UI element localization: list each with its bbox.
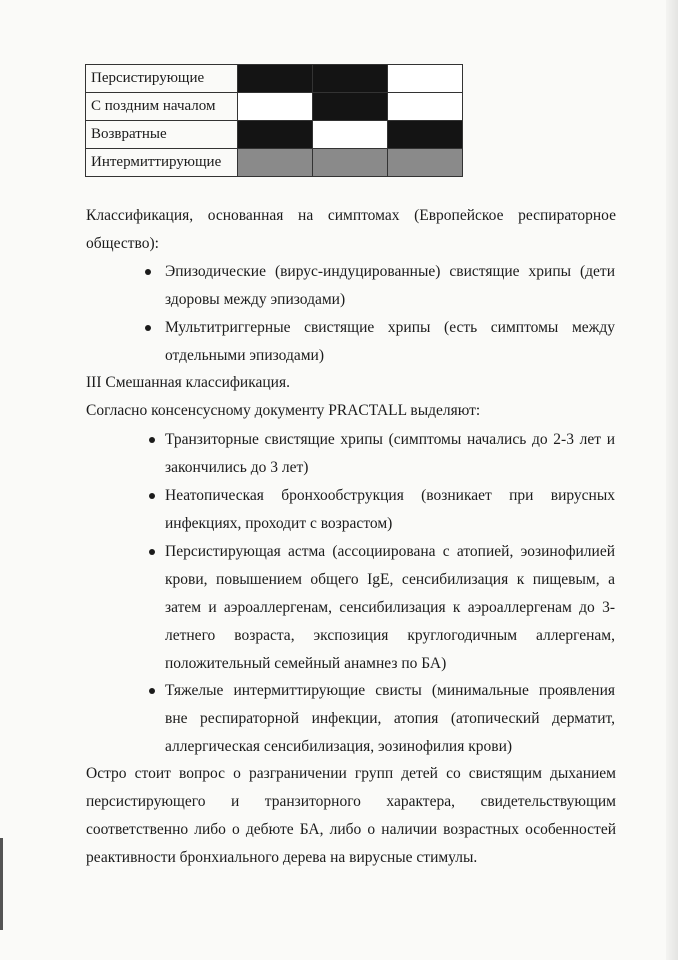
table-cell <box>313 93 388 121</box>
bullet-icon <box>145 325 151 331</box>
table-cell <box>313 121 388 149</box>
list-item-line: летнего возраста, экспозиция круглогодичным аллергенам, <box>165 627 615 644</box>
paragraph-line: Согласно консенсусному документу PRACTALL выделяют: <box>86 402 481 419</box>
section2-heading <box>86 369 616 397</box>
list-item-line: Мультитриггерные свистящие хрипы (есть симптомы между <box>165 319 615 336</box>
bullet-icon <box>145 269 151 275</box>
list-item-line: вне респираторной инфекции, атопия (атопический дерматит, <box>165 710 615 727</box>
table-cell <box>313 149 388 177</box>
scan-margin-mark <box>0 838 3 930</box>
list-item-line: Тяжелые интермиттирующие свисты (минимальные проявления <box>165 682 615 699</box>
table-cell <box>388 121 463 149</box>
row-label: Персистирующие <box>86 65 238 93</box>
list-item-line: отдельными эпизодами) <box>165 347 324 364</box>
list-item-line: Эпизодические (вирус-индуцированные) свистящие хрипы (дети <box>165 263 615 280</box>
heading-line: III Смешанная классификация. <box>86 374 290 391</box>
bullet-icon <box>149 688 155 694</box>
paragraph-line: Классификация, основанная на симптомах (Европейское респираторное <box>86 207 616 224</box>
table-cell <box>238 65 313 93</box>
row-label: Интермиттирующие <box>86 149 238 177</box>
table-cell <box>388 65 463 93</box>
paragraph-line: общество): <box>86 235 159 252</box>
table-cell <box>388 93 463 121</box>
paragraph-line: соответственно либо о дебюте БА, либо о наличии возрастных особенностей <box>86 821 616 838</box>
paragraph-line: персистирующего и транзиторного характера, свидетельствующим <box>86 793 616 810</box>
bullet-icon <box>149 437 155 443</box>
paragraph-line: Остро стоит вопрос о разграничении групп детей со свистящим дыханием <box>86 765 616 782</box>
row-label: Возвратные <box>86 121 238 149</box>
list-item-line: Персистирующая астма (ассоциирована с атопией, эозинофилией <box>165 543 615 560</box>
list-item-line: положительный семейный анамнез по БА) <box>165 655 447 672</box>
list-item-line: здоровы между эпизодами) <box>165 291 346 308</box>
list-item-line: инфекциях, проходит с возрастом) <box>165 515 393 532</box>
list-item-line: закончились до 3 лет) <box>165 459 309 476</box>
table-row <box>86 93 463 121</box>
table-cell <box>313 65 388 93</box>
page-edge-shadow <box>666 0 678 960</box>
closing-paragraph <box>86 760 616 872</box>
row-label: С поздним началом <box>86 93 238 121</box>
table-cell <box>388 149 463 177</box>
paragraph-line: реактивности бронхиального дерева на вирусные стимулы. <box>86 849 478 866</box>
list-item-line: аллергическая сенсибилизация, эозинофилия крови) <box>165 738 513 755</box>
table-row <box>86 149 463 177</box>
section1-intro <box>86 202 616 258</box>
bullet-icon <box>149 549 155 555</box>
section2-intro <box>86 397 616 425</box>
table-row <box>86 121 463 149</box>
list-item-line: Неатопическая бронхообструкция (возникает при вирусных <box>165 487 615 504</box>
table-cell <box>238 93 313 121</box>
table-row <box>86 65 463 93</box>
list-item-line: затем и аэроаллергенам, сенсибилизация к аэроаллергенам до 3- <box>165 599 615 616</box>
list-item-line: крови, повышением общего IgE, сенсибилизация к пищевым, а <box>165 571 615 588</box>
bullet-icon <box>149 493 155 499</box>
list-item-line: Транзиторные свистящие хрипы (симптомы начались до 2-3 лет и <box>165 431 615 448</box>
phenotype-table <box>85 64 463 177</box>
table-cell <box>238 121 313 149</box>
table-cell <box>238 149 313 177</box>
